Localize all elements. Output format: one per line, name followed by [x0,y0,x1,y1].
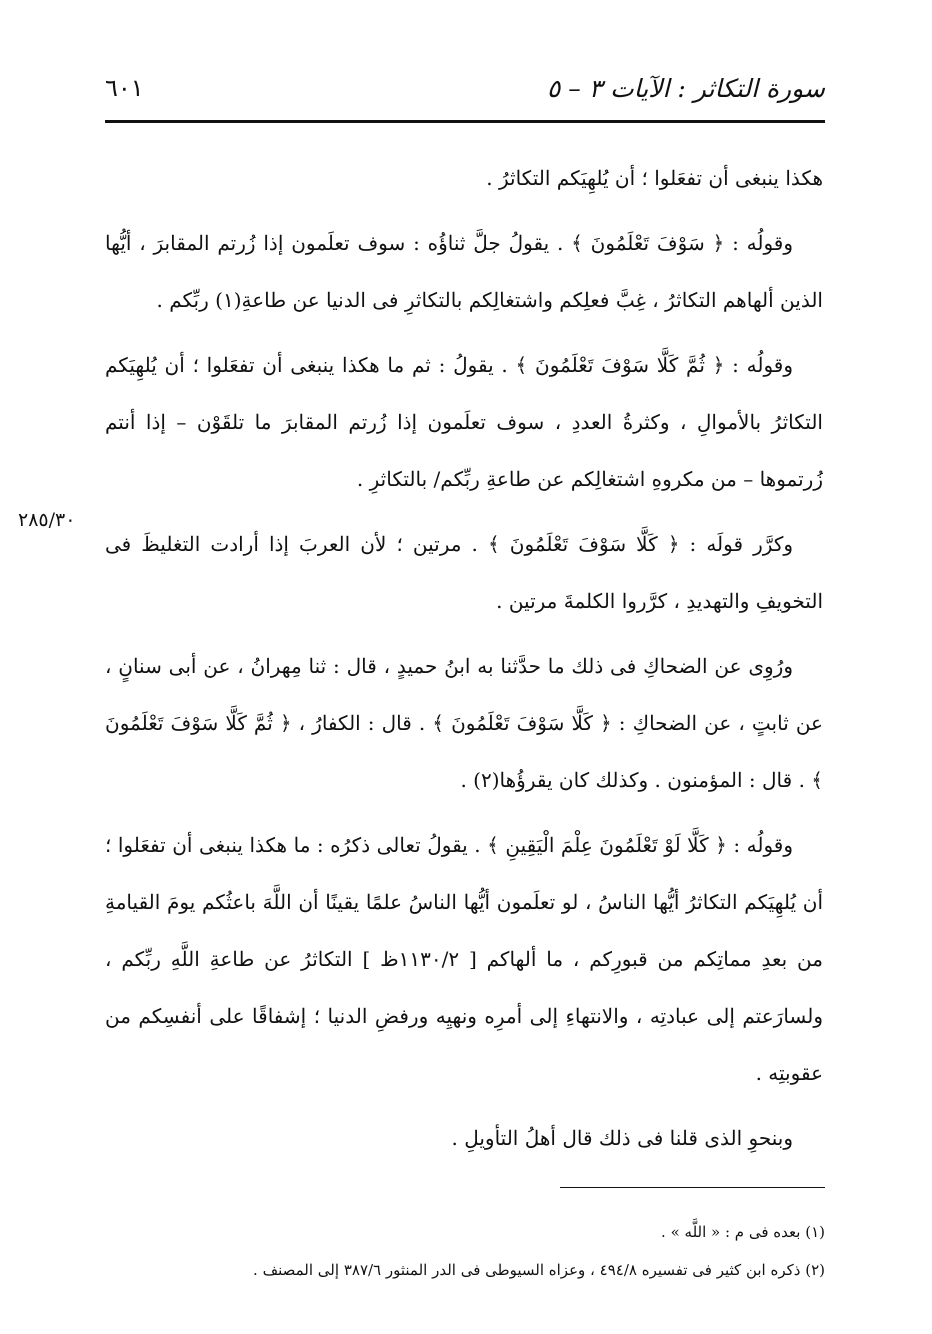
paragraph: وكرَّر قولَه : ﴿ كَلَّا سَوْفَ تَعْلَمُونَ ﴾ . مرتين ؛ لأن العربَ إذا أرادت التغليظَ فى التخويفِ والتهديدِ ، كرَّروا الكلمةَ مرتين . [105,532,823,613]
margin-reference: ٢٨٥/٣٠ [18,509,76,531]
paragraph: هكذا ينبغى أن تفعَلوا ؛ أن يُلهِيَكم التكاثرُ . [486,166,823,190]
paragraph: وقولُه : ﴿ سَوْفَ تَعْلَمُونَ ﴾ . يقولُ جلَّ ثناؤُه : سوف تعلَمون إذا زُرتم المقابرَ ، أيُّها الذين ألهاهم التكاثرُ ، غِبَّ فعلِكم واشتغالِكم بالتكاثرِ فى الدنيا عن طاعةِ(١) ربِّكم . [105,231,823,312]
paragraph: وقولُه : ﴿ كَلَّا لَوْ تَعْلَمُونَ عِلْمَ الْيَقِينِ ﴾ . يقولُ تعالى ذكرُه : ما هكذا ينبغى أن تفعَلوا ؛ أن يُلهِيَكم التكاثرُ أيُّها الناسُ ، لو تعلَمون أيُّها الناسُ علمًا يقينًا أن اللَّهَ باعثُكم يومَ القيامةِ من بعدِ مماتِكم من قبورِكم ، ما ألهاكم [ ١١٣٠/٢ظ ] التكاثرُ عن طاعةِ اللَّهِ ربِّكم ، ولسارَعتم إلى عبادتِه ، والانتهاءِ إلى أمرِه ونهيِه ورفضِ الدنيا ؛ إشفاقًا على أنفسِكم من عقوبتِه . [105,833,823,1085]
footnotes [105,1213,825,1289]
paragraph: ورُوِى عن الضحاكِ فى ذلك ما حدَّثنا به ابنُ حميدٍ ، قال : ثنا مِهرانُ ، عن أبى سنانٍ ، عن ثابتٍ ، عن الضحاكِ : ﴿ كَلَّا سَوْفَ تَعْلَمُونَ ﴾ . قال : الكفارُ ، ﴿ ثُمَّ كَلَّا سَوْفَ تَعْلَمُونَ ﴾ . قال : المؤمنون . وكذلك كان يقرؤُها(٢) . [105,654,823,792]
body-text [105,150,823,1175]
page-number: ٦٠١ [105,74,144,102]
footnote-rule [560,1187,825,1188]
paragraph: وقولُه : ﴿ ثُمَّ كَلَّا سَوْفَ تَعْلَمُونَ ﴾ . يقولُ : ثم ما هكذا ينبغى أن تفعَلوا ؛ أن يُلهِيَكم التكاثرُ بالأموالِ ، وكثرةُ العددِ ، سوف تعلَمون إذا زُرتم المقابرَ ما تلقَوْن – إذا أنتم زُرتموها – من مكروهِ اشتغالِكم عن طاعةِ ربِّكم/ بالتكاثرِ . [105,353,823,491]
running-title: سورة التكاثر : الآيات ٣ – ٥ [546,74,825,103]
header-rule [105,120,825,123]
footnote: (٢) ذكره ابن كثير فى تفسيره ٤٩٤/٨ ، وعزاه السيوطى فى الدر المنثور ٣٨٧/٦ إلى المصنف . [253,1261,825,1279]
footnote: (١) بعده فى م : « اللَّه » . [661,1223,825,1241]
paragraph: وبنحوِ الذى قلنا فى ذلك قال أهلُ التأويلِ . [451,1126,793,1150]
page-header [105,70,825,114]
